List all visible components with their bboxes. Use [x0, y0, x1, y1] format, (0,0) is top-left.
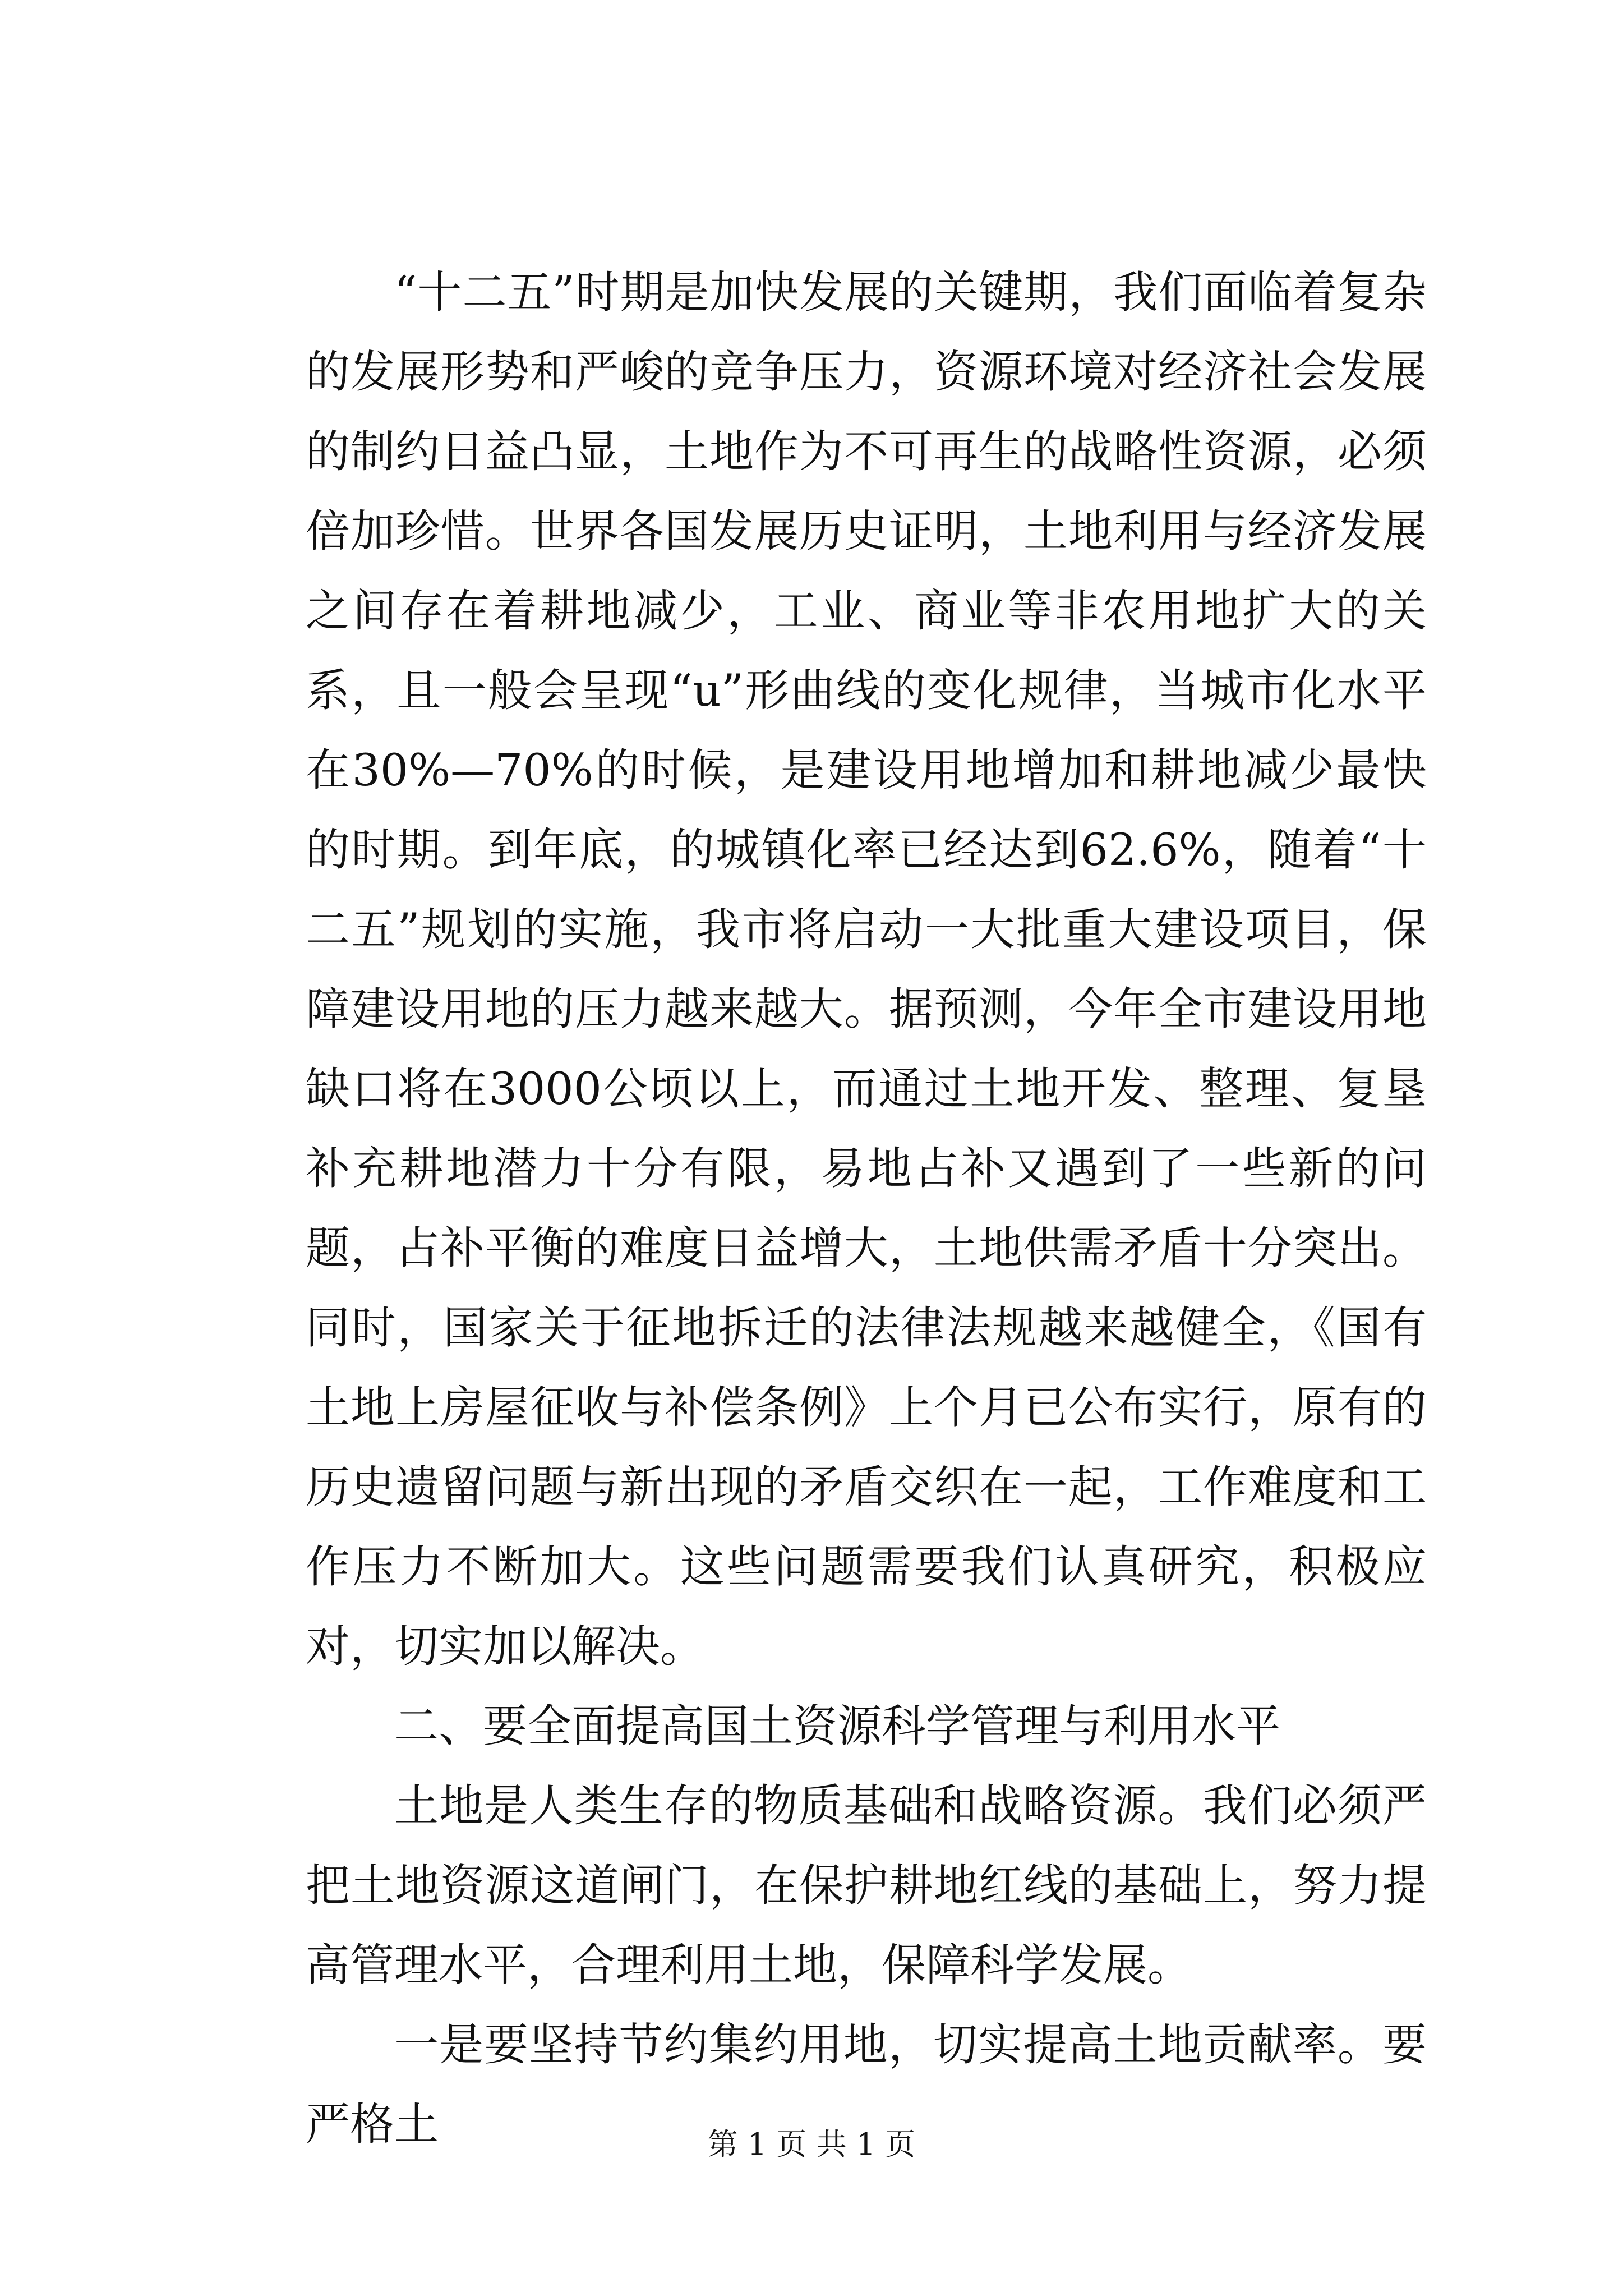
paragraph-land-foundation: 土地是人类生存的物质基础和战略资源。我们必须严把土地资源这道闸门，在保护耕地红线的基础上，努力提高管理水平，合理利用土地，保障科学发展。 [306, 1780, 1427, 1991]
paragraph-development-pressure: “十二五”时期是加快发展的关键期，我们面临着复杂的发展形势和严峻的竞争压力，资源环境对经济社会发展的制约日益凸显，土地作为不可再生的战略性资源，必须倍加珍惜。世界各国发展历史证明，土地利用与经济发展之间存在着耕地减少，工业、商业等非农用地扩大的关系，且一般会呈现“u”形曲线的变化规律，当城市化水平在30%—70%的时候，是建设用地增加和耕地减少最快的时期。到年底，的城镇化率已经达到62.6%，随着“十二五”规划的实施，我市将启动一大批重大建设项目，保障建设用地的压力越来越大。据预测，今年全市建设用地缺口将在3000公顷以上，而通过土地开发、整理、复垦补充耕地潜力十分有限，易地占补又遇到了一些新的问题，占补平衡的难度日益增大，土地供需矛盾十分突出。同时，国家关于征地拆迁的法律法规越来越健全，《国有土地上房屋征收与补偿条例》上个月已公布实行，原有的历史遗留问题与新出现的矛盾交织在一起，工作难度和工作压力不断加大。这些问题需要我们认真研究，积极应对，切实加以解决。 [306, 266, 1427, 1672]
page-footer: 第 1 页 共 1 页 [707, 2127, 916, 2162]
document-body [306, 252, 1427, 2164]
paragraph-intensive-land-use: 一是要坚持节约集约用地，切实提高土地贡献率。要严格土 [306, 2019, 1427, 2150]
section-heading-land-management: 二、要全面提高国土资源科学管理与利用水平 [394, 1700, 1280, 1752]
